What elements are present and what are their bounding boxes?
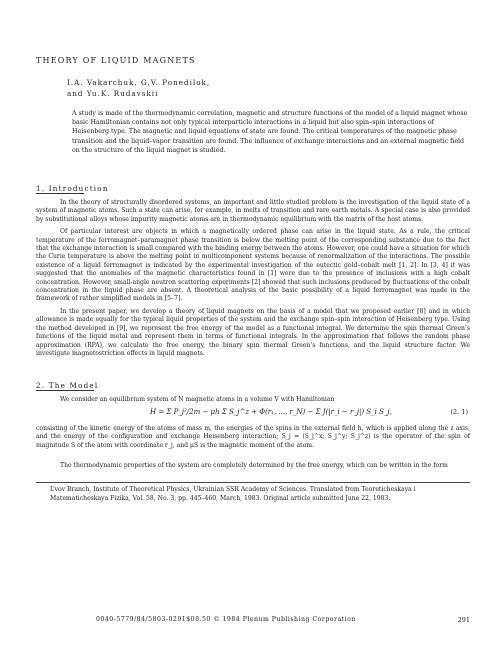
equation-number: (2. 1): [450, 408, 468, 416]
section-2-heading: [36, 381, 98, 390]
section-1-body: [36, 199, 470, 362]
footer-copyright-code: 0040-5779/84/5803-0291$08.50 © 1984 Plenum Publishing Corporation: [96, 616, 356, 623]
section-2-underline: [36, 390, 94, 391]
abstract: A study is made of the thermodynamic correlation, magnetic and structure functions of the model of a liquid magnet whose basic Hamiltonian contains not only typical interparticle interactions in a liquid but also spin–spin interactions of Heisenberg type. The magnetic and liquid equations of state are found. The critical temperatures of the magnetic phase transition and the liquid–vapor transition are found. The influence of exchange interactions and an external magnetic field on the structure of the liquid magnet is studied.: [72, 110, 468, 154]
free-energy-paragraph: The thermodynamic properties of the system are completely determined by the free energy, which can be written in the form: [60, 462, 448, 469]
intro-paragraph-3: In the present paper, we develop a theory of liquid magnets on the basis of a model that we proposed earlier [8] and in which allowance is made equally for the typical liquid properties of the system and the exchange spin–spin interaction of Heisenberg type. Using the method developed in [9], we represent the free energy of the model as a functional integral. We determine the spin thermal Green’s functions of the liquid metal and represent them in terms of functional integrals. In the approximation that follows the random phase approximation (RPA), we calculate the free energy, the binary spin thermal Green’s functions, and the liquid structure factor. We investigate magnetostriction effects in liquid magnets.: [36, 307, 470, 357]
hamiltonian-equation: H = Σ P_j²/2m − μh Σ S_j^z + Φ(r₁, ..., r_N) − Σ J(|r_i − r_j|) S_i S_j,: [150, 408, 392, 416]
model-intro-paragraph: We consider an equilibrium system of N magnetic atoms in a volume V with Hamiltonian: [60, 396, 335, 403]
page-number: 291: [457, 616, 470, 624]
section-1-underline: [36, 193, 84, 194]
authors-line-2: and Yu.K. Rudavskii: [67, 89, 159, 98]
section-1-heading-text: 1. Introduction: [36, 184, 109, 193]
section-2-heading-text: 2. The Model: [36, 381, 99, 390]
section-2-continuation: [36, 462, 470, 470]
authors-line-1: I.A. Vakarchuk, G.V. Ponedilok,: [67, 78, 211, 87]
footnote-rule: [36, 482, 470, 483]
equation-explanation: consisting of the kinetic energy of the atoms of mass m, the energies of the spins in the external field h, which is applied along the z axis, and the energy of the configuration and exchange Heisenberg interaction; S_j = (S_j^x; S_j^y; S_j^z) is the operator of the spin of magnitude S of the atom with coordinate r_j, and μS is the magnetic moment of the atom.: [36, 425, 470, 449]
paper-title: THEORY OF LIQUID MAGNETS: [36, 56, 196, 65]
section-1-heading: [36, 184, 109, 193]
section-2-intro: [36, 396, 470, 408]
footnote: L’vov Branch, Institute of Theoretical Physics, Ukrainian SSR Academy of Sciences. Translated from Teoreticheskaya i Matematicheskaya Fizika, Vol. 58, No. 3, pp. 445–460, March, 1983. Original article submitted June 22, 1983.: [50, 486, 416, 502]
intro-paragraph-2: Of particular interest are objects in which a magnetically ordered phase can arise in the liquid state. As a rule, the critical temperature of the ferromagnet–paramagnet phase transition is below the melting point of the corresponding substance due to the fact that the exchange interaction is small compared with the binding energy between the atoms. However, one could have a situation for which the Curie temperature is above the melting point in multicomponent systems because of renormalization of the interactions. The possible existence of a liquid ferromagnet is indicated by the experimental investigation of the eutectic gold–cobalt melt [1, 2]. In [3, 4] it was suggested that the anomalies of the magnetic characteristics found in [1] were due to the presence of inclusions with a high cobalt concentration. However, small-angle neutron scattering experiments [2] showed that such inclusions produced by fluctuations of the cobalt concentration in the liquid phase are absent. A theoretical analysis of the basic possibility of a liquid ferromagnet was made in the framework of rather simplified models in [5–7].: [36, 228, 470, 303]
intro-paragraph-1: In the theory of structurally disordered systems, an important and little studied problem is the investigation of the liquid state of a system of magnetic atoms. Such a state can arise, for example, in melts of transition and rare earth metals. A special case is also provided by substitutional alloys whose impurity magnetic atoms are in thermodynamic equilibrium with the matrix of the host atoms.: [36, 199, 470, 223]
